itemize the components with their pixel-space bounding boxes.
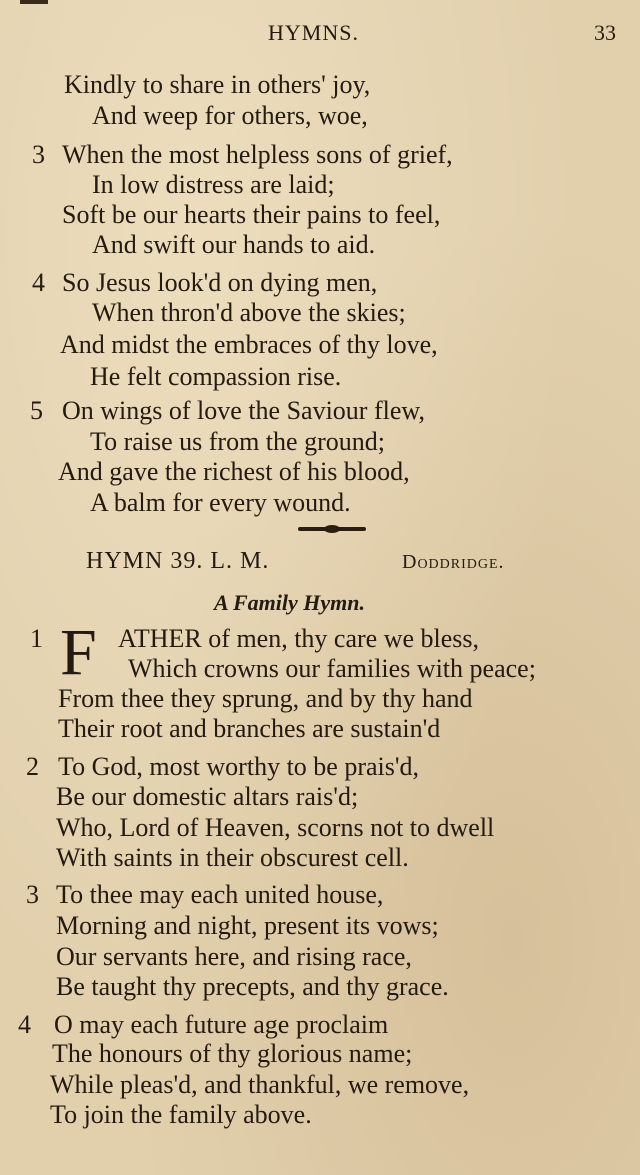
drop-cap: F bbox=[60, 616, 97, 689]
ink-mark bbox=[20, 0, 48, 4]
hymn-title: HYMN 39. L. M. bbox=[86, 548, 270, 574]
verse-line: Soft be our hearts their pains to feel, bbox=[62, 200, 441, 229]
ornamental-rule bbox=[298, 527, 366, 531]
verse-line: With saints in their obscurest cell. bbox=[56, 843, 409, 872]
verse-line: And gave the richest of his blood, bbox=[58, 457, 410, 486]
verse-line: So Jesus look'd on dying men, bbox=[62, 268, 378, 297]
verse-line: To raise us from the ground; bbox=[90, 427, 385, 456]
verse-line: Be our domestic altars rais'd; bbox=[56, 782, 359, 811]
verse-line: While pleas'd, and thankful, we remove, bbox=[50, 1070, 470, 1099]
first-word-rest: ATHER bbox=[118, 624, 202, 653]
verse-line: From thee they sprung, and by thy hand bbox=[58, 684, 473, 713]
verse-line: O may each future age proclaim bbox=[54, 1010, 389, 1039]
stanza-number: 3 bbox=[32, 140, 45, 169]
verse-line: He felt compassion rise. bbox=[90, 362, 342, 391]
verse-line: Their root and branches are sustain'd bbox=[58, 714, 441, 743]
verse-line: When thron'd above the skies; bbox=[92, 298, 406, 327]
verse-line: And swift our hands to aid. bbox=[92, 230, 376, 259]
stanza-number: 4 bbox=[32, 268, 45, 297]
verse-line-text: of men, thy care we bless, bbox=[201, 624, 480, 653]
verse-line bbox=[118, 624, 479, 654]
verse-line: And midst the embraces of thy love, bbox=[60, 330, 438, 359]
stanza-number: 1 bbox=[30, 624, 43, 653]
running-head: HYMNS. bbox=[268, 20, 359, 45]
verse-line: Morning and night, present its vows; bbox=[56, 911, 439, 940]
page-number: 33 bbox=[594, 20, 616, 45]
verse-line: Our servants here, and rising race, bbox=[56, 942, 412, 971]
stanza-number: 2 bbox=[26, 752, 39, 781]
verse-line: Be taught thy precepts, and thy grace. bbox=[56, 972, 449, 1001]
verse-line: In low distress are laid; bbox=[92, 170, 335, 199]
stanza-number: 4 bbox=[18, 1010, 31, 1039]
verse-line: Kindly to share in others' joy, bbox=[64, 70, 371, 99]
verse-line: On wings of love the Saviour flew, bbox=[62, 396, 425, 425]
verse-line: To God, most worthy to be prais'd, bbox=[58, 752, 420, 781]
verse-line: When the most helpless sons of grief, bbox=[62, 140, 453, 169]
stanza-number: 5 bbox=[30, 396, 43, 425]
verse-line: A balm for every wound. bbox=[90, 488, 351, 517]
verse-line: To join the family above. bbox=[50, 1100, 312, 1129]
stanza-number: 3 bbox=[26, 880, 39, 909]
hymn-author: Doddridge. bbox=[402, 551, 505, 573]
hymn-subtitle: A Family Hymn. bbox=[214, 590, 365, 615]
verse-line: The honours of thy glorious name; bbox=[52, 1039, 413, 1068]
verse-line: To thee may each united house, bbox=[56, 880, 384, 909]
verse-line: Who, Lord of Heaven, scorns not to dwell bbox=[56, 813, 495, 842]
verse-line: And weep for others, woe, bbox=[92, 101, 368, 130]
verse-line: Which crowns our families with peace; bbox=[128, 654, 536, 683]
